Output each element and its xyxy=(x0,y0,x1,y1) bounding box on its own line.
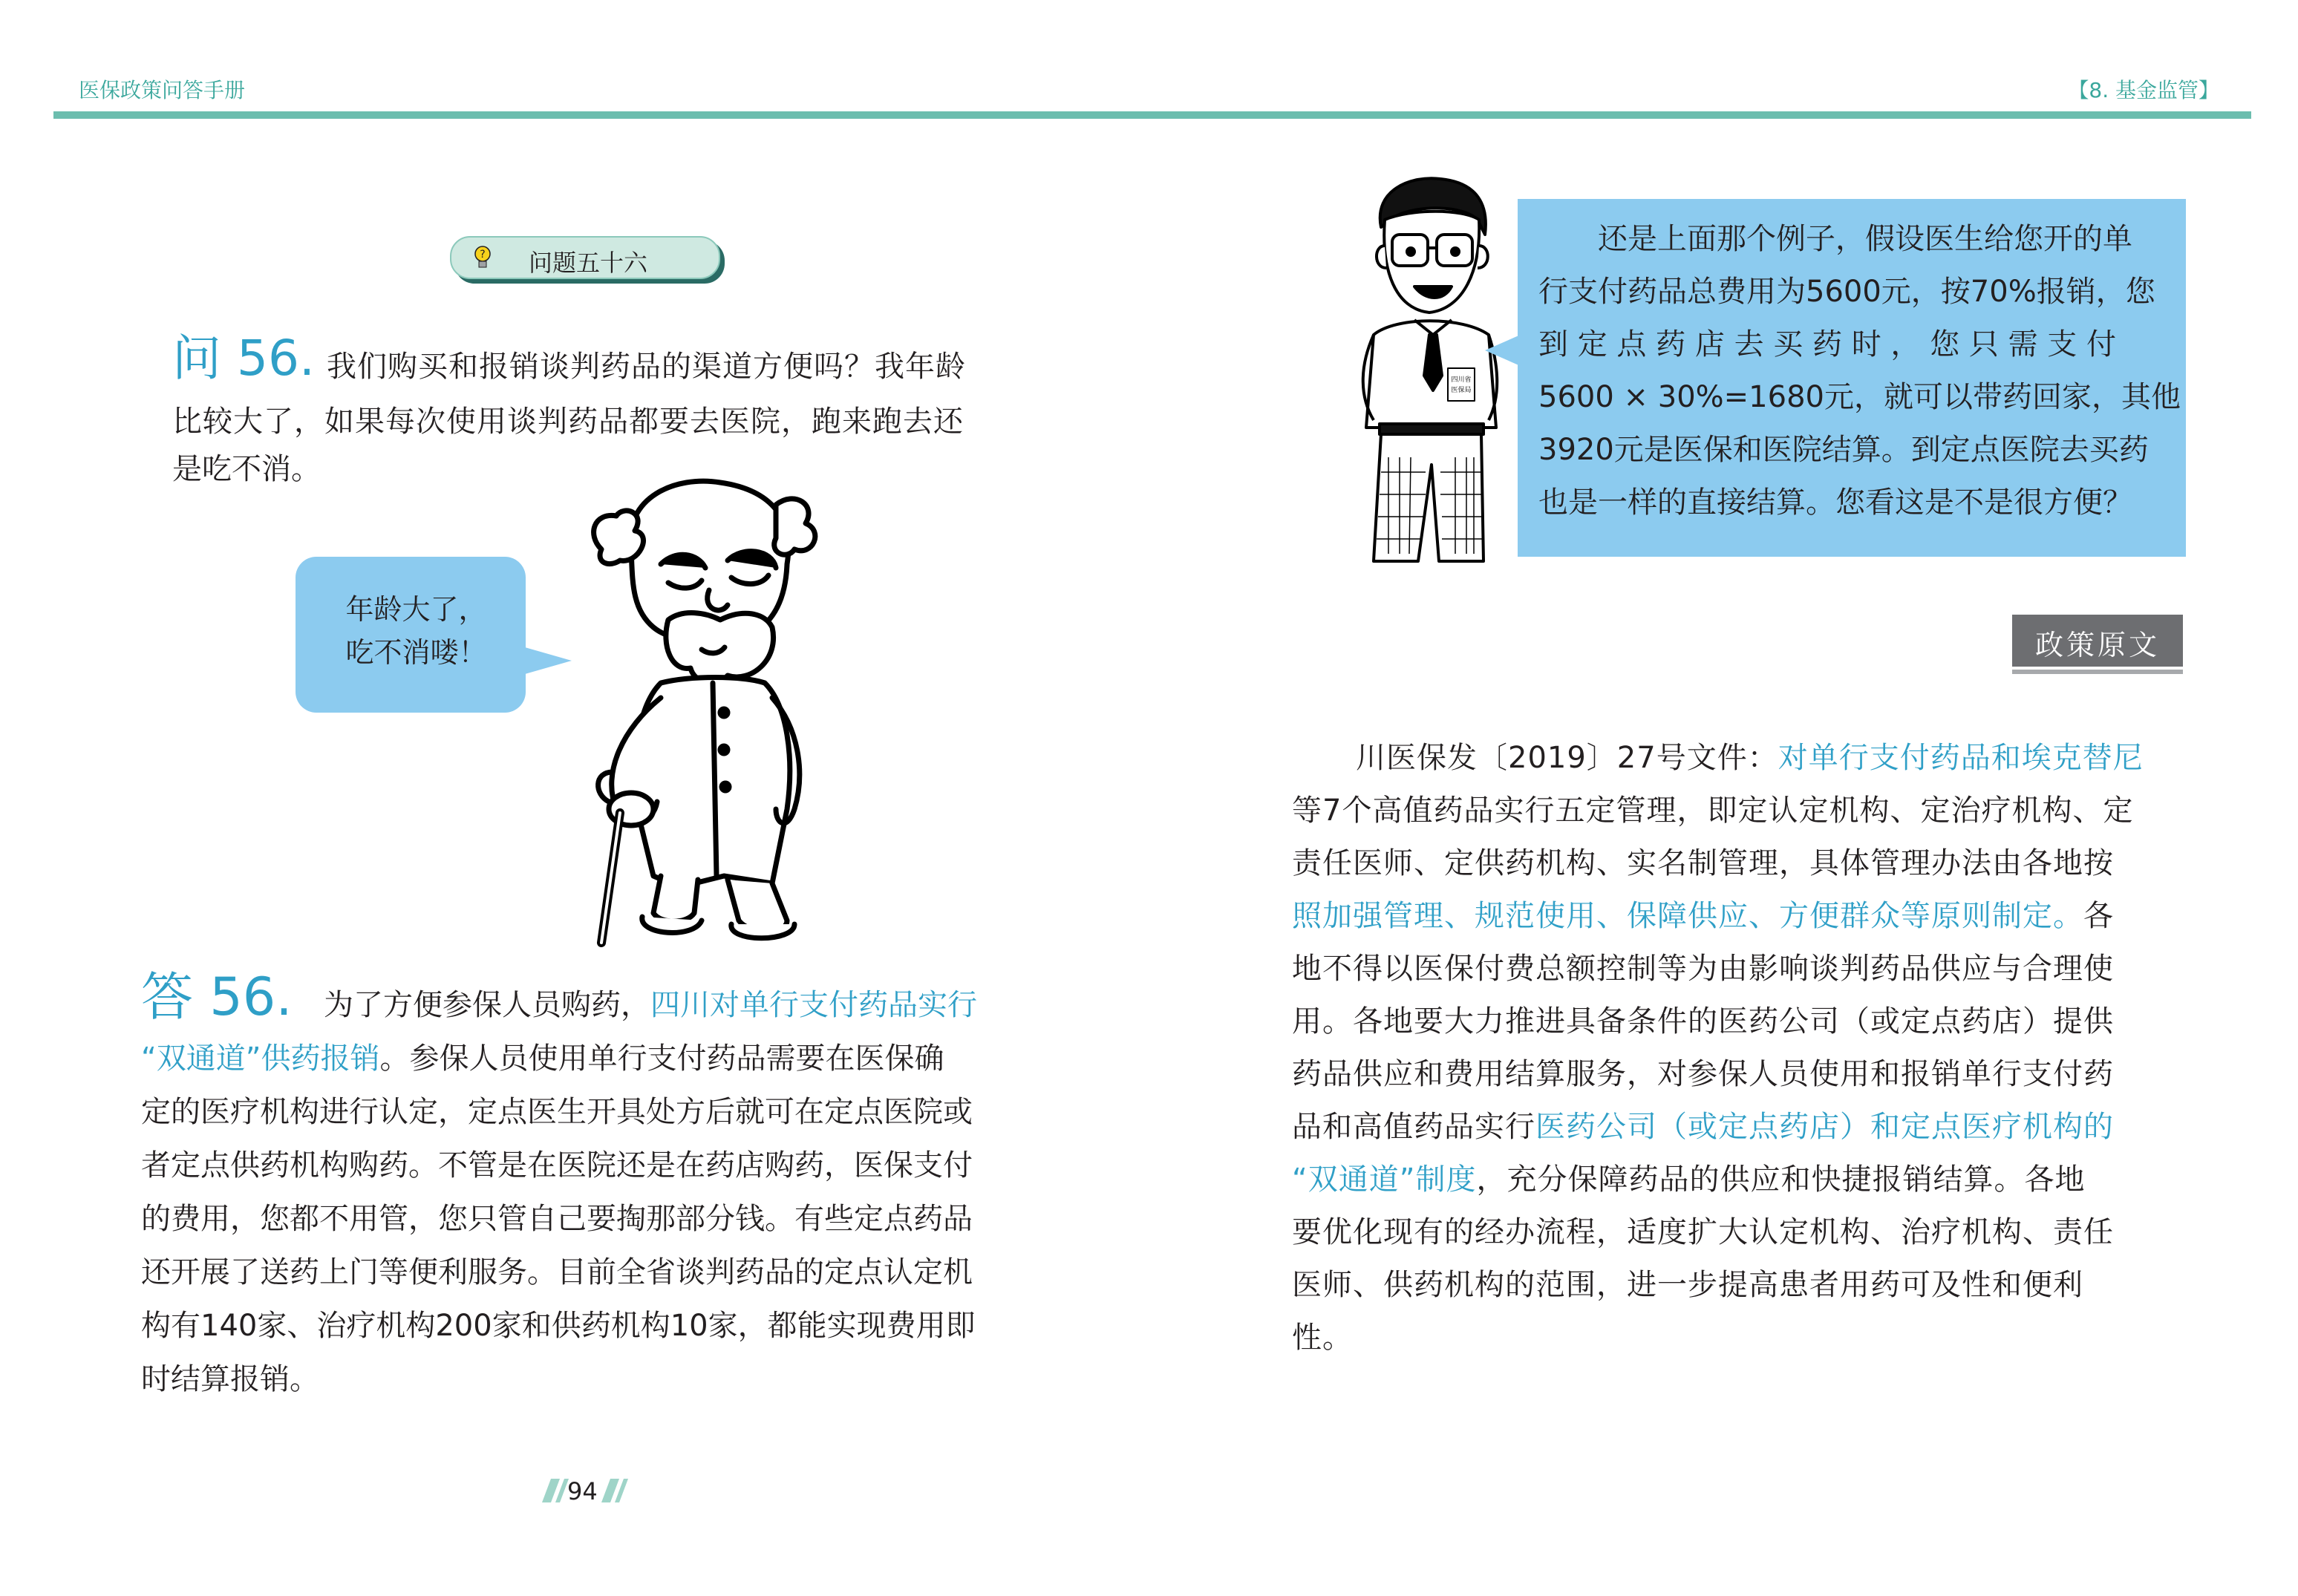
policy-line: 责任医师、定供药机构、实名制管理，具体管理办法由各地按 xyxy=(1292,846,2114,880)
doctor-badge-line: 四川省 xyxy=(1451,376,1472,384)
policy-line: 等7个高值药品实行五定管理，即定认定机构、定治疗机构、定 xyxy=(1292,794,2134,828)
speech-bubble-tail xyxy=(1485,334,1522,367)
policy-line xyxy=(1292,890,2114,943)
policy-line: 医师、供药机构的范围，进一步提高患者用药可及性和便利 xyxy=(1292,1268,2083,1302)
speech-line: 年龄大了， xyxy=(345,593,487,626)
answer-line: 者定点供药机构购药。不管是在医院还是在药店购药，医保支付 xyxy=(141,1148,973,1183)
policy-line: 药品供应和费用结算服务，对参保人员使用和报销单行支付药 xyxy=(1292,1057,2114,1091)
answer-line: 构有140家、治疗机构200家和供药机构10家，都能实现费用即 xyxy=(141,1309,976,1343)
policy-highlight: 照加强管理、规范使用、保障供应、方便群众等原则制定。 xyxy=(1292,899,2083,933)
speech-line: 吃不消喽！ xyxy=(345,636,487,669)
answer-line xyxy=(141,1032,944,1085)
doctor-speech-line: 还是上面那个例子，假设医生给您开的单 xyxy=(1598,222,2132,256)
answer-line: 时结算报销。 xyxy=(141,1362,319,1396)
policy-line: 性。 xyxy=(1292,1321,1353,1355)
running-header-section: 【8. 基金监管】 xyxy=(2068,78,2219,102)
policy-highlight: 医药公司（或定点药店）和定点医疗机构的 xyxy=(1535,1110,2114,1144)
answer-line: 定的医疗机构进行认定，定点医生开具处方后就可在定点医院或 xyxy=(141,1095,973,1129)
answer-text: 。参保人员使用单行支付药品需要在医保确 xyxy=(379,1041,944,1076)
svg-text:?: ? xyxy=(480,249,486,261)
policy-label xyxy=(2012,615,2183,667)
lightbulb-icon xyxy=(469,243,496,270)
old-man-illustration xyxy=(549,460,884,950)
answer-highlight: 四川对单行支付药品实行 xyxy=(650,988,977,1022)
old-man-speech-text xyxy=(325,588,507,674)
header-rule xyxy=(53,111,2251,119)
question-number-text: 问题五十六 xyxy=(529,249,648,277)
answer-text: 为了方便参保人员购药， xyxy=(324,988,650,1022)
doctor-speech-line: 行支付药品总费用为5600元，按70%报销，您 xyxy=(1538,275,2155,309)
answer-line: 还开展了送药上门等便利服务。目前全省谈判药品的定点认定机 xyxy=(141,1255,973,1289)
policy-line xyxy=(1292,1101,2114,1154)
policy-line: 地不得以医保付费总额控制等为由影响谈判药品供应与合理使 xyxy=(1292,952,2114,986)
question-line: 我们购买和报销谈判药品的渠道方便吗？我年龄 xyxy=(327,350,966,384)
answer-highlight: “双通道”供药报销 xyxy=(141,1041,380,1076)
doctor-speech-line: 3920元是医保和医院结算。到定点医院去买药 xyxy=(1538,433,2149,467)
question-label: 问 56. xyxy=(172,330,315,387)
policy-highlight: “双通道”制度 xyxy=(1292,1162,1477,1197)
policy-label-underline xyxy=(2012,670,2183,674)
policy-highlight: 对单行支付药品和埃克替尼 xyxy=(1778,741,2144,775)
policy-text: 品和高值药品实行 xyxy=(1292,1110,1535,1144)
answer-line xyxy=(324,978,977,1032)
policy-line xyxy=(1356,732,2144,785)
page-number: 94 xyxy=(567,1477,598,1505)
question-number-pill xyxy=(450,236,720,279)
answer-line: 的费用，您都不用管，您只管自己要掏那部分钱。有些定点药品 xyxy=(141,1202,973,1236)
doctor-badge-line: 医保局 xyxy=(1451,387,1472,394)
doctor-illustration xyxy=(1351,175,1507,576)
doctor-speech-line: 5600 × 30%=1680元，就可以带药回家，其他 xyxy=(1538,380,2181,414)
policy-label-text: 政策原文 xyxy=(2034,629,2160,661)
doctor-speech-line: 也是一样的直接结算。您看这是不是很方便？ xyxy=(1538,485,2132,520)
policy-line: 用。各地要大力推进具备条件的医药公司（或定点药店）提供 xyxy=(1292,1004,2114,1039)
policy-text: 各 xyxy=(2083,899,2114,933)
doctor-speech-line: 到 定 点 药 店 去 买 药 时 ， 您 只 需 支 付 xyxy=(1538,327,2117,362)
question-line: 比较大了，如果每次使用谈判药品都要去医院，跑来跑去还 xyxy=(172,405,964,439)
answer-label: 答 56. xyxy=(141,967,293,1027)
running-header-title: 医保政策问答手册 xyxy=(79,78,246,102)
question-line: 是吃不消。 xyxy=(172,452,321,486)
policy-line xyxy=(1292,1154,2085,1206)
policy-text: ，充分保障药品的供应和快捷报销结算。各地 xyxy=(1476,1162,2086,1197)
policy-text: 川医保发〔2019〕27号文件： xyxy=(1356,741,1778,775)
policy-line: 要优化现有的经办流程，适度扩大认定机构、治疗机构、责任 xyxy=(1292,1215,2114,1249)
